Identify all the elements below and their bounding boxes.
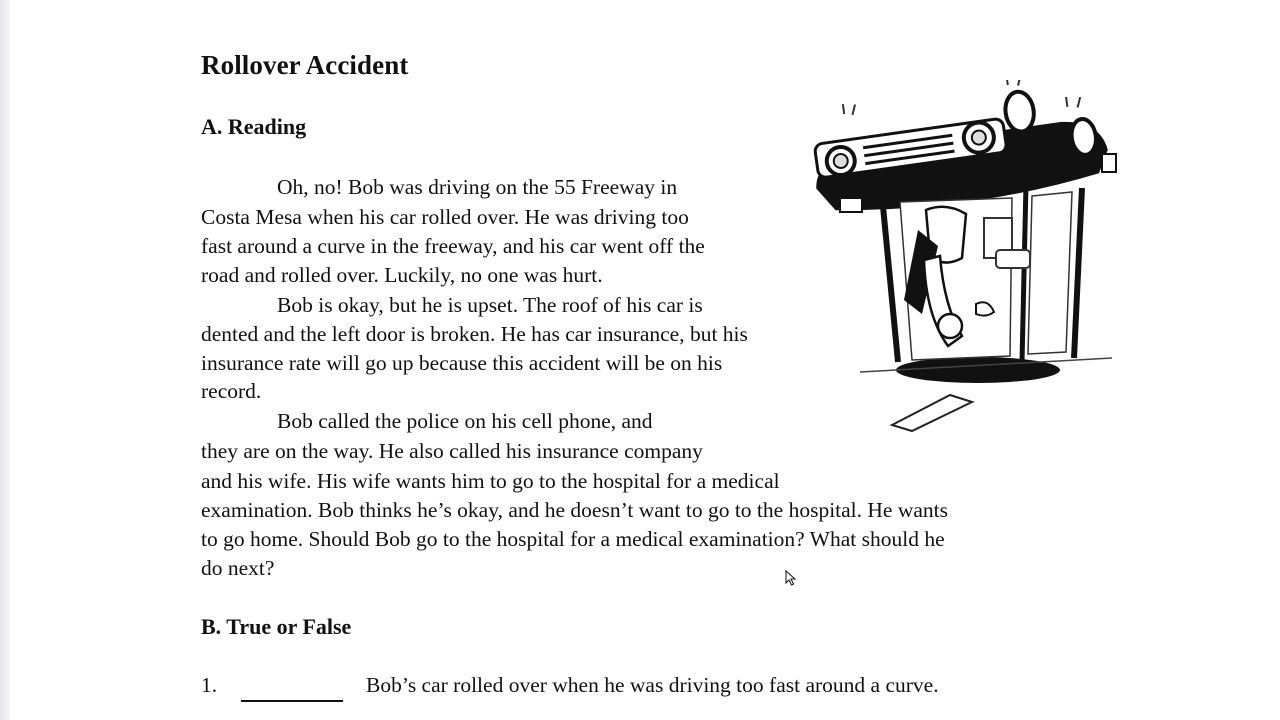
passage-line: they are on the way. He also called his insurance company: [201, 439, 703, 463]
passage-line: fast around a curve in the freeway, and his car went off the: [201, 234, 705, 258]
passage-line: road and rolled over. Luckily, no one was hurt.: [201, 263, 603, 287]
passage-line: dented and the left door is broken. He has car insurance, but his: [201, 322, 748, 346]
tf-answer-blank: [241, 700, 343, 702]
passage-line: insurance rate will go up because this accident will be on his: [201, 351, 723, 375]
tf-item-text: Bob’s car rolled over when he was driving too fast around a curve.: [366, 673, 939, 697]
overturned-car-illustration: [800, 80, 1130, 440]
passage-line: Oh, no! Bob was driving on the 55 Freeway in: [277, 175, 678, 199]
document-title: Rollover Accident: [201, 50, 409, 80]
passage-line: do next?: [201, 556, 275, 580]
passage-line: examination. Bob thinks he’s okay, and he doesn’t want to go to the hospital. He wants: [201, 498, 949, 522]
passage-line: and his wife. His wife wants him to go to the hospital for a medical: [201, 469, 780, 493]
passage-line: Bob called the police on his cell phone, and: [277, 409, 653, 433]
mouse-pointer-icon: [785, 570, 797, 586]
section-b-heading: B. True or False: [201, 614, 352, 639]
passage-line: to go home. Should Bob go to the hospital for a medical examination? What should he: [201, 527, 945, 551]
passage-line: Bob is okay, but he is upset. The roof of his car is: [277, 293, 703, 317]
tf-item-number: 1.: [201, 673, 218, 697]
passage-line: record.: [201, 379, 262, 403]
section-a-heading: A. Reading: [201, 114, 307, 139]
passage-line: Costa Mesa when his car rolled over. He was driving too: [201, 205, 689, 229]
